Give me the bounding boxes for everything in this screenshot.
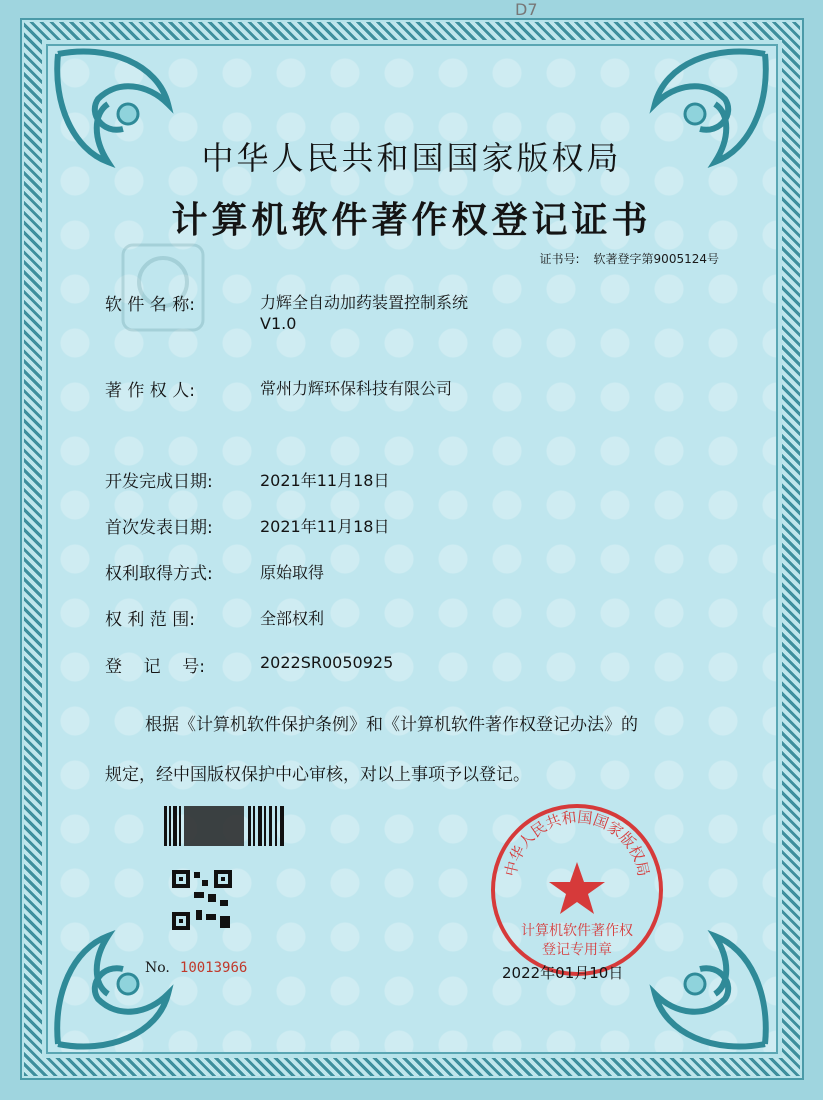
qr-code-icon <box>172 870 232 930</box>
certificate-number-label: 证书号: <box>539 252 580 266</box>
owner-label: 著 作 权 人: <box>105 381 195 401</box>
serial-prefix: No. <box>145 960 170 976</box>
certificate-number-value: 软著登字第9005124号 <box>593 252 719 266</box>
certificate-number <box>540 250 720 267</box>
barcode-icon <box>164 806 284 846</box>
certificate-title: 计算机软件著作权登记证书 <box>171 200 652 241</box>
seal-outer-text: 中华人民共和国国家版权局 <box>501 808 653 879</box>
reg-number-value: 2022SR0050925 <box>260 653 394 672</box>
acquisition-label: 权利取得方式: <box>105 564 213 584</box>
official-seal <box>487 800 667 980</box>
issue-date: 2022年01月10日 <box>502 964 624 982</box>
owner-value: 常州力辉环保科技有限公司 <box>260 379 453 398</box>
serial-number-value: 10013966 <box>179 960 248 976</box>
software-version-value: V1.0 <box>260 314 297 333</box>
first-publish-date-value: 2021年11月18日 <box>260 517 390 536</box>
software-name-value: 力辉全自动加药装置控制系统 <box>260 293 469 312</box>
scan-mark: D7 <box>515 0 538 19</box>
first-publish-date-label: 首次发表日期: <box>105 518 213 538</box>
watermark-emblem-icon <box>118 240 208 335</box>
seal-inner-line-2: 登记专用章 <box>542 942 612 958</box>
dev-complete-date-label: 开发完成日期: <box>105 472 213 492</box>
dev-complete-date-value: 2021年11月18日 <box>260 471 390 490</box>
scope-label: 权 利 范 围: <box>105 610 195 630</box>
scope-value: 全部权利 <box>260 609 325 628</box>
corner-ornament-bottom-left <box>48 924 198 1054</box>
seal-star-icon <box>549 862 605 914</box>
statement-line-1: 根据《计算机软件保护条例》和《计算机软件著作权登记办法》的 <box>145 715 638 735</box>
seal-inner-line-1: 计算机软件著作权 <box>521 923 633 939</box>
statement-line-2: 规定，经中国版权保护中心审核，对以上事项予以登记。 <box>105 765 530 785</box>
acquisition-value: 原始取得 <box>260 563 325 582</box>
software-name-label: 软 件 名 称: <box>105 295 195 315</box>
serial-number <box>145 960 247 976</box>
reg-number-label: 登 记 号: <box>105 657 205 677</box>
authority-title: 中华人民共和国国家版权局 <box>201 139 622 177</box>
